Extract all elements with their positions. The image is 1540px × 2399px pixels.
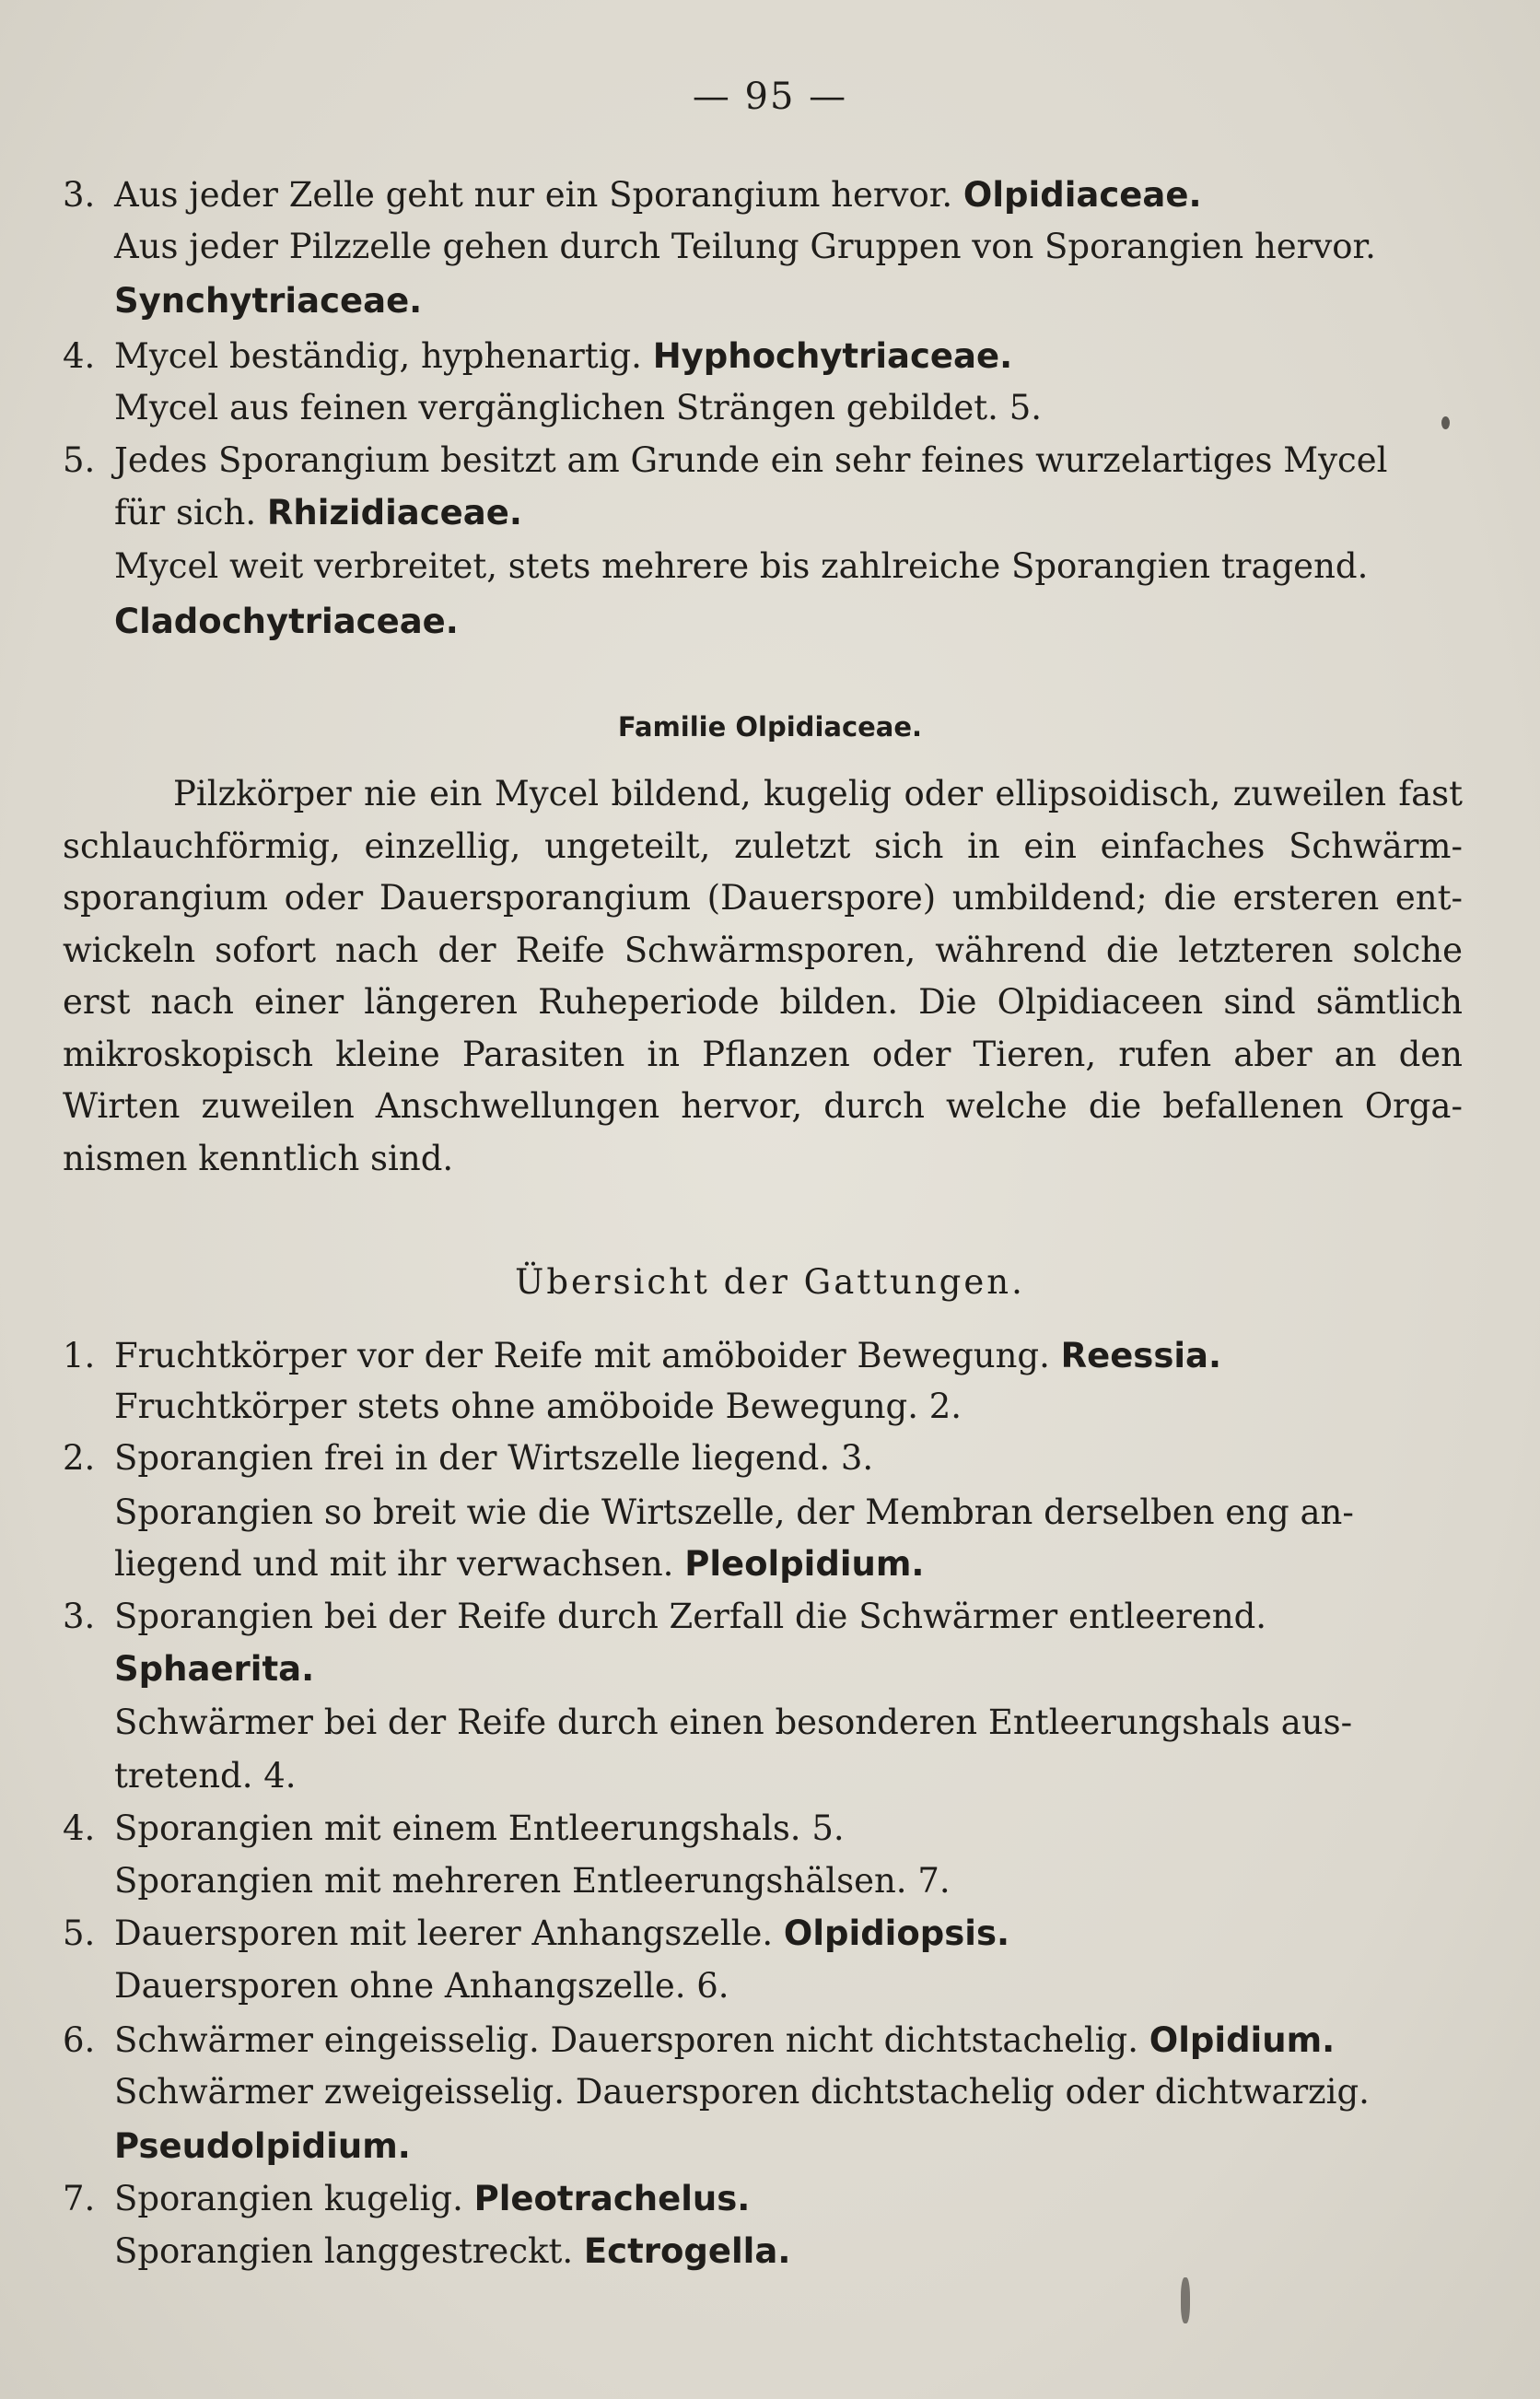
key-number: 6. xyxy=(63,2020,96,2060)
family-heading: Familie Olpidiaceae. xyxy=(617,711,923,743)
key-line xyxy=(114,2124,411,2170)
key-text: Fruchtkörper stets ohne amöboide Bewegung. 2. xyxy=(114,1387,962,1426)
key-text: Sporangien mit mehreren Entleerungshälsen. 7. xyxy=(114,1861,951,1901)
key-text: Aus jeder Zelle geht nur ein Sporangium hervor. xyxy=(114,175,953,215)
key-text: tretend. 4. xyxy=(114,1756,297,1796)
key-line xyxy=(114,1700,1352,1746)
taxon-name: Pseudolpidium. xyxy=(114,2126,411,2166)
key-line xyxy=(63,1435,873,1481)
key-line xyxy=(114,1384,962,1430)
key-line xyxy=(114,2229,790,2275)
key-line xyxy=(114,224,1376,270)
key-line xyxy=(63,1594,1266,1640)
key-line xyxy=(63,1333,1221,1379)
taxon-name: Pleotrachelus. xyxy=(473,2179,751,2218)
key-line xyxy=(114,278,422,324)
key-text: Aus jeder Pilzzelle gehen durch Teilung Gruppen von Sporangien hervor. xyxy=(114,227,1376,266)
genus-overview-heading: Übersicht der Gattungen. xyxy=(515,1262,1025,1302)
ink-speck xyxy=(1441,416,1450,429)
key-line xyxy=(114,1646,314,1692)
key-text: Schwärmer eingeisselig. Dauersporen nicht dichtstachelig. xyxy=(114,2020,1138,2060)
key-text: Mycel beständig, hyphenartig. xyxy=(114,336,642,376)
key-line xyxy=(114,544,1368,590)
taxon-name: Ectrogella. xyxy=(583,2231,791,2271)
key-text: Sporangien kugelig. xyxy=(114,2179,463,2218)
key-text: liegend und mit ihr verwachsen. xyxy=(114,1544,674,1584)
taxon-name: Olpidium. xyxy=(1149,2020,1336,2060)
key-line xyxy=(63,1911,1009,1957)
key-text: Dauersporen ohne Anhangszelle. 6. xyxy=(114,1966,729,2006)
key-number: 5. xyxy=(63,1913,96,1953)
key-number: 7. xyxy=(63,2179,96,2218)
key-line xyxy=(63,438,1388,484)
taxon-name: Hyphochytriaceae. xyxy=(652,336,1013,376)
key-line xyxy=(114,2069,1370,2115)
key-text: Fruchtkörper vor der Reife mit amöboider Bewegung. xyxy=(114,1336,1050,1375)
key-line xyxy=(114,385,1042,431)
key-number: 4. xyxy=(63,1808,96,1848)
key-line xyxy=(63,334,1012,380)
key-text: Schwärmer bei der Reife durch einen besonderen Entleerungshals aus- xyxy=(114,1703,1353,1742)
key-text: Sporangien frei in der Wirtszelle liegend. 3. xyxy=(114,1438,874,1478)
key-line xyxy=(114,1858,951,1904)
key-line xyxy=(114,599,459,645)
taxon-name: Reessia. xyxy=(1060,1336,1222,1375)
family-description: Pilzkörper nie ein Mycel bildend, kugelig oder ellipsoidisch, zuweilen fast schlauchförmig, einzellig, ungeteilt, zuletzt sich in ein einfaches Schwärmsporangium oder Dauersporangium (Dauerspore) umbildend; die ersteren entwickeln sofort nach der Reife Schwärmsporen, während die letzteren solche erst nach einer längeren Ruheperiode bilden. Die Olpidiaceen sind sämtlich mikroskopisch kleine Parasiten in Pflanzen oder Tieren, rufen aber an den Wirten zuweilen Anschwellungen hervor, durch welche die befallenen Organismen kenntlich sind. xyxy=(63,774,1463,1178)
key-number: 4. xyxy=(63,336,96,376)
taxon-name: Pleolpidium. xyxy=(684,1544,925,1584)
key-line xyxy=(114,1490,1354,1536)
key-line xyxy=(63,1806,845,1852)
key-text: Sporangien langgestreckt. xyxy=(114,2231,574,2271)
taxon-name: Synchytriaceae. xyxy=(114,281,423,321)
ink-speck xyxy=(1181,2277,1190,2323)
key-line xyxy=(63,2176,750,2222)
taxon-name: Sphaerita. xyxy=(114,1649,315,1689)
key-text: Sporangien bei der Reife durch Zerfall die Schwärmer entleerend. xyxy=(114,1597,1267,1636)
key-text: Mycel aus feinen vergänglichen Strängen gebildet. 5. xyxy=(114,388,1043,427)
key-text: Sporangien so breit wie die Wirtszelle, der Membran derselben eng an- xyxy=(114,1492,1354,1532)
key-text: Sporangien mit einem Entleerungshals. 5. xyxy=(114,1808,845,1848)
key-line xyxy=(114,1753,297,1799)
key-text: für sich. xyxy=(114,493,257,532)
key-line xyxy=(63,2018,1335,2064)
taxon-name: Olpidiaceae. xyxy=(962,175,1202,215)
key-text: Dauersporen mit leerer Anhangszelle. xyxy=(114,1913,774,1953)
page-number: — 95 — xyxy=(692,76,848,118)
taxon-name: Rhizidiaceae. xyxy=(266,493,522,532)
key-line xyxy=(63,172,1202,218)
key-text: Schwärmer zweigeisselig. Dauersporen dichtstachelig oder dichtwarzig. xyxy=(114,2072,1370,2112)
key-number: 2. xyxy=(63,1438,96,1478)
key-number: 1. xyxy=(63,1336,96,1375)
key-number: 3. xyxy=(63,1597,96,1636)
key-line xyxy=(114,1963,729,2009)
key-line xyxy=(114,1541,925,1587)
taxon-name: Cladochytriaceae. xyxy=(114,602,459,641)
taxon-name: Olpidiopsis. xyxy=(783,1913,1010,1953)
key-number: 3. xyxy=(63,175,96,215)
key-text: Jedes Sporangium besitzt am Grunde ein sehr feines wurzelartiges Mycel xyxy=(114,440,1388,480)
key-line xyxy=(114,490,522,536)
key-text: Mycel weit verbreitet, stets mehrere bis zahlreiche Sporangien tragend. xyxy=(114,546,1369,586)
key-number: 5. xyxy=(63,440,96,480)
